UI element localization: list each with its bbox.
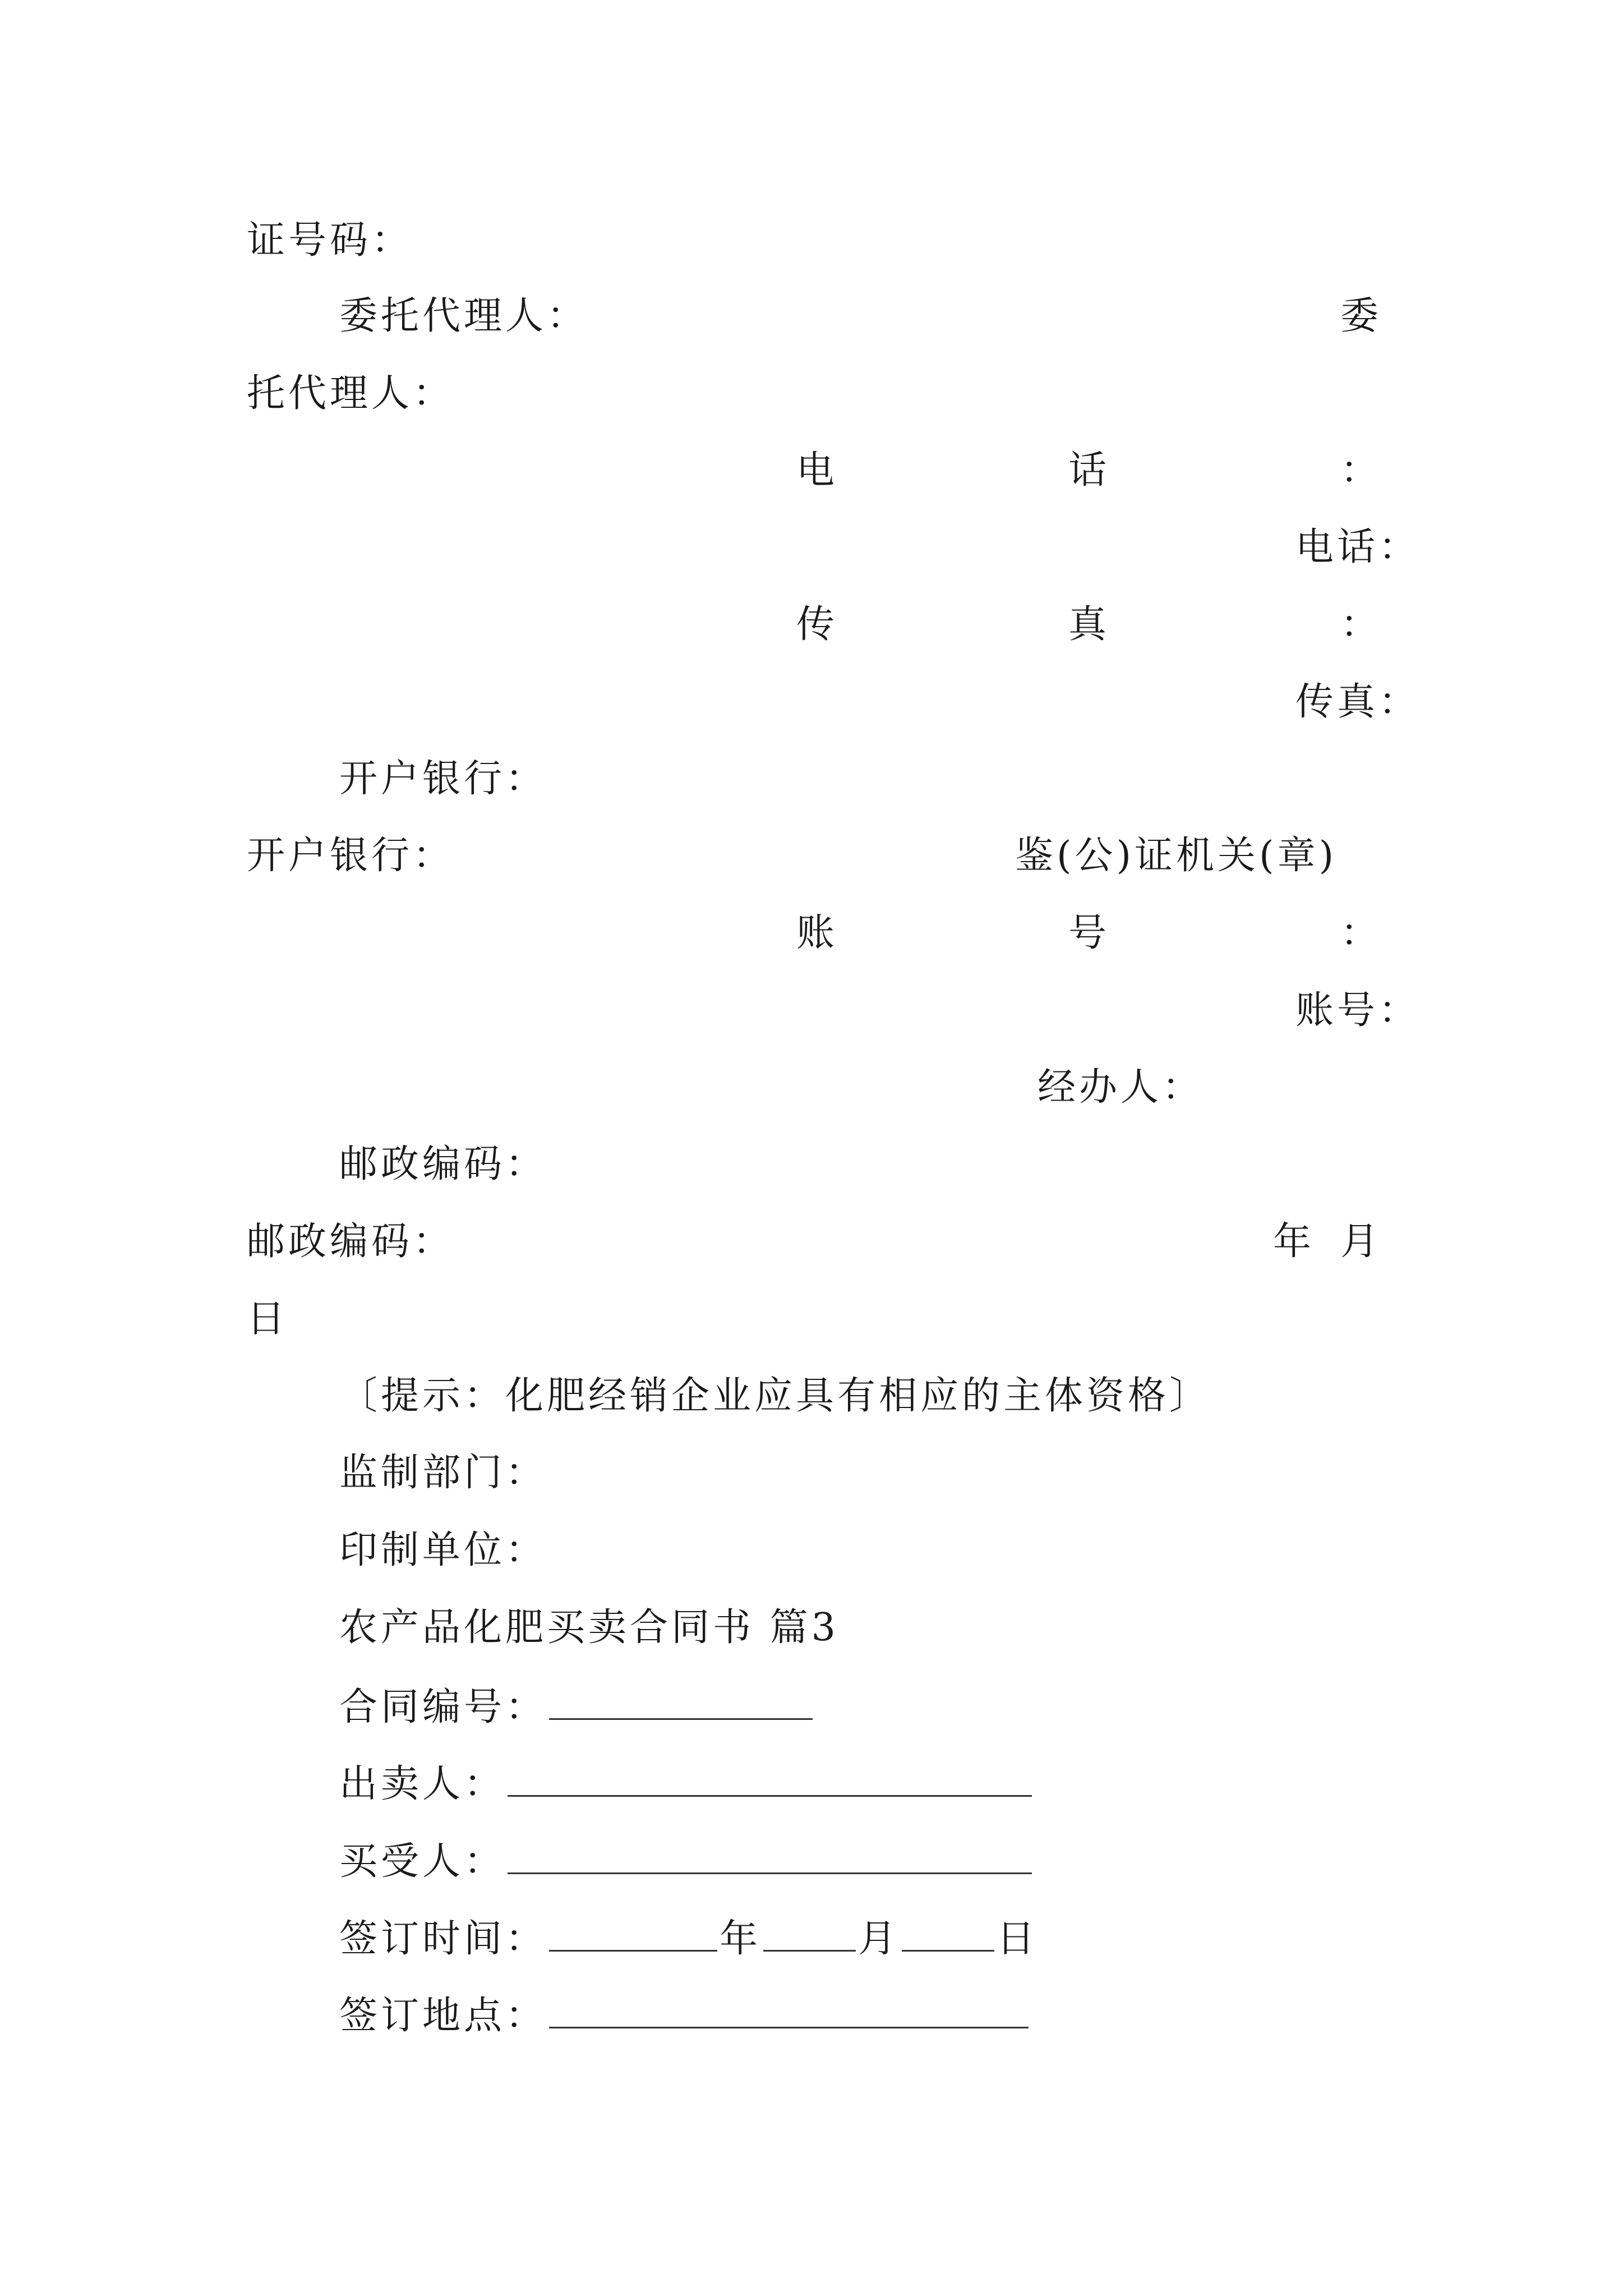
phone-label-char-2: 话 (1068, 448, 1110, 493)
signing-place-row (339, 1994, 1031, 2038)
signing-place-label: 签订地点： (339, 1994, 547, 2038)
account-label-colon: ： (1340, 911, 1382, 955)
buyer-row (339, 1839, 1034, 1884)
signing-month-label: 月 (858, 1917, 900, 1961)
phone-label: 电话： (1295, 525, 1421, 569)
section-heading: 农产品化肥买卖合同书 篇3 (339, 1605, 839, 1650)
party-a-postcode-label: 邮政编码： (339, 1142, 547, 1186)
handler-label: 经办人： (1038, 1065, 1204, 1110)
buyer-label: 买受人： (339, 1839, 506, 1884)
signing-year-label: 年 (720, 1917, 762, 1961)
signing-date-label: 签订时间： (339, 1917, 547, 1961)
contract-number-blank (549, 1686, 813, 1720)
fax-label-colon: ： (1340, 602, 1382, 647)
date-month-label: 月 (1340, 1220, 1382, 1264)
party-b-postcode-label: 邮政编码： (247, 1220, 455, 1264)
fax-label-char-1: 传 (796, 602, 838, 647)
phone-label-char-1: 电 (796, 448, 838, 493)
notary-authority-seal-label: 鉴(公)证机关(章) (1015, 834, 1338, 878)
party-a-agent-label: 委托代理人： (339, 294, 589, 338)
id-number-label: 证号码： (247, 218, 413, 263)
signing-year-blank (549, 1917, 717, 1952)
account-label: 账号： (1295, 988, 1421, 1033)
account-label-char-2: 号 (1068, 911, 1110, 955)
signing-date-row (339, 1917, 1039, 1961)
signing-day-blank (902, 1917, 994, 1952)
account-label-char-1: 账 (796, 911, 838, 955)
party-b-bank-label: 开户银行： (247, 834, 455, 878)
contract-number-row (339, 1686, 815, 1727)
party-b-agent-label-start: 委 (1340, 294, 1382, 338)
seller-row (339, 1762, 1034, 1806)
fax-label: 传真： (1295, 680, 1421, 724)
date-year-label: 年 (1273, 1220, 1315, 1264)
signing-day-label: 日 (997, 1917, 1039, 1961)
buyer-blank (508, 1840, 1032, 1874)
phone-label-colon: ： (1340, 448, 1382, 493)
seller-label: 出卖人： (339, 1762, 506, 1806)
qualification-notice: 〔提示：化肥经销企业应具有相应的主体资格〕 (339, 1374, 1211, 1418)
signing-month-blank (763, 1917, 856, 1952)
fax-label-char-2: 真 (1068, 602, 1110, 647)
printing-unit-label: 印制单位： (339, 1528, 547, 1572)
date-day-label: 日 (247, 1297, 289, 1341)
seller-blank (508, 1763, 1032, 1797)
contract-number-label: 合同编号： (339, 1685, 547, 1729)
signing-place-blank (549, 1994, 1029, 2028)
supervising-department-label: 监制部门： (339, 1451, 547, 1495)
party-b-agent-label-end: 托代理人： (247, 371, 455, 416)
party-a-bank-label: 开户银行： (339, 757, 547, 801)
